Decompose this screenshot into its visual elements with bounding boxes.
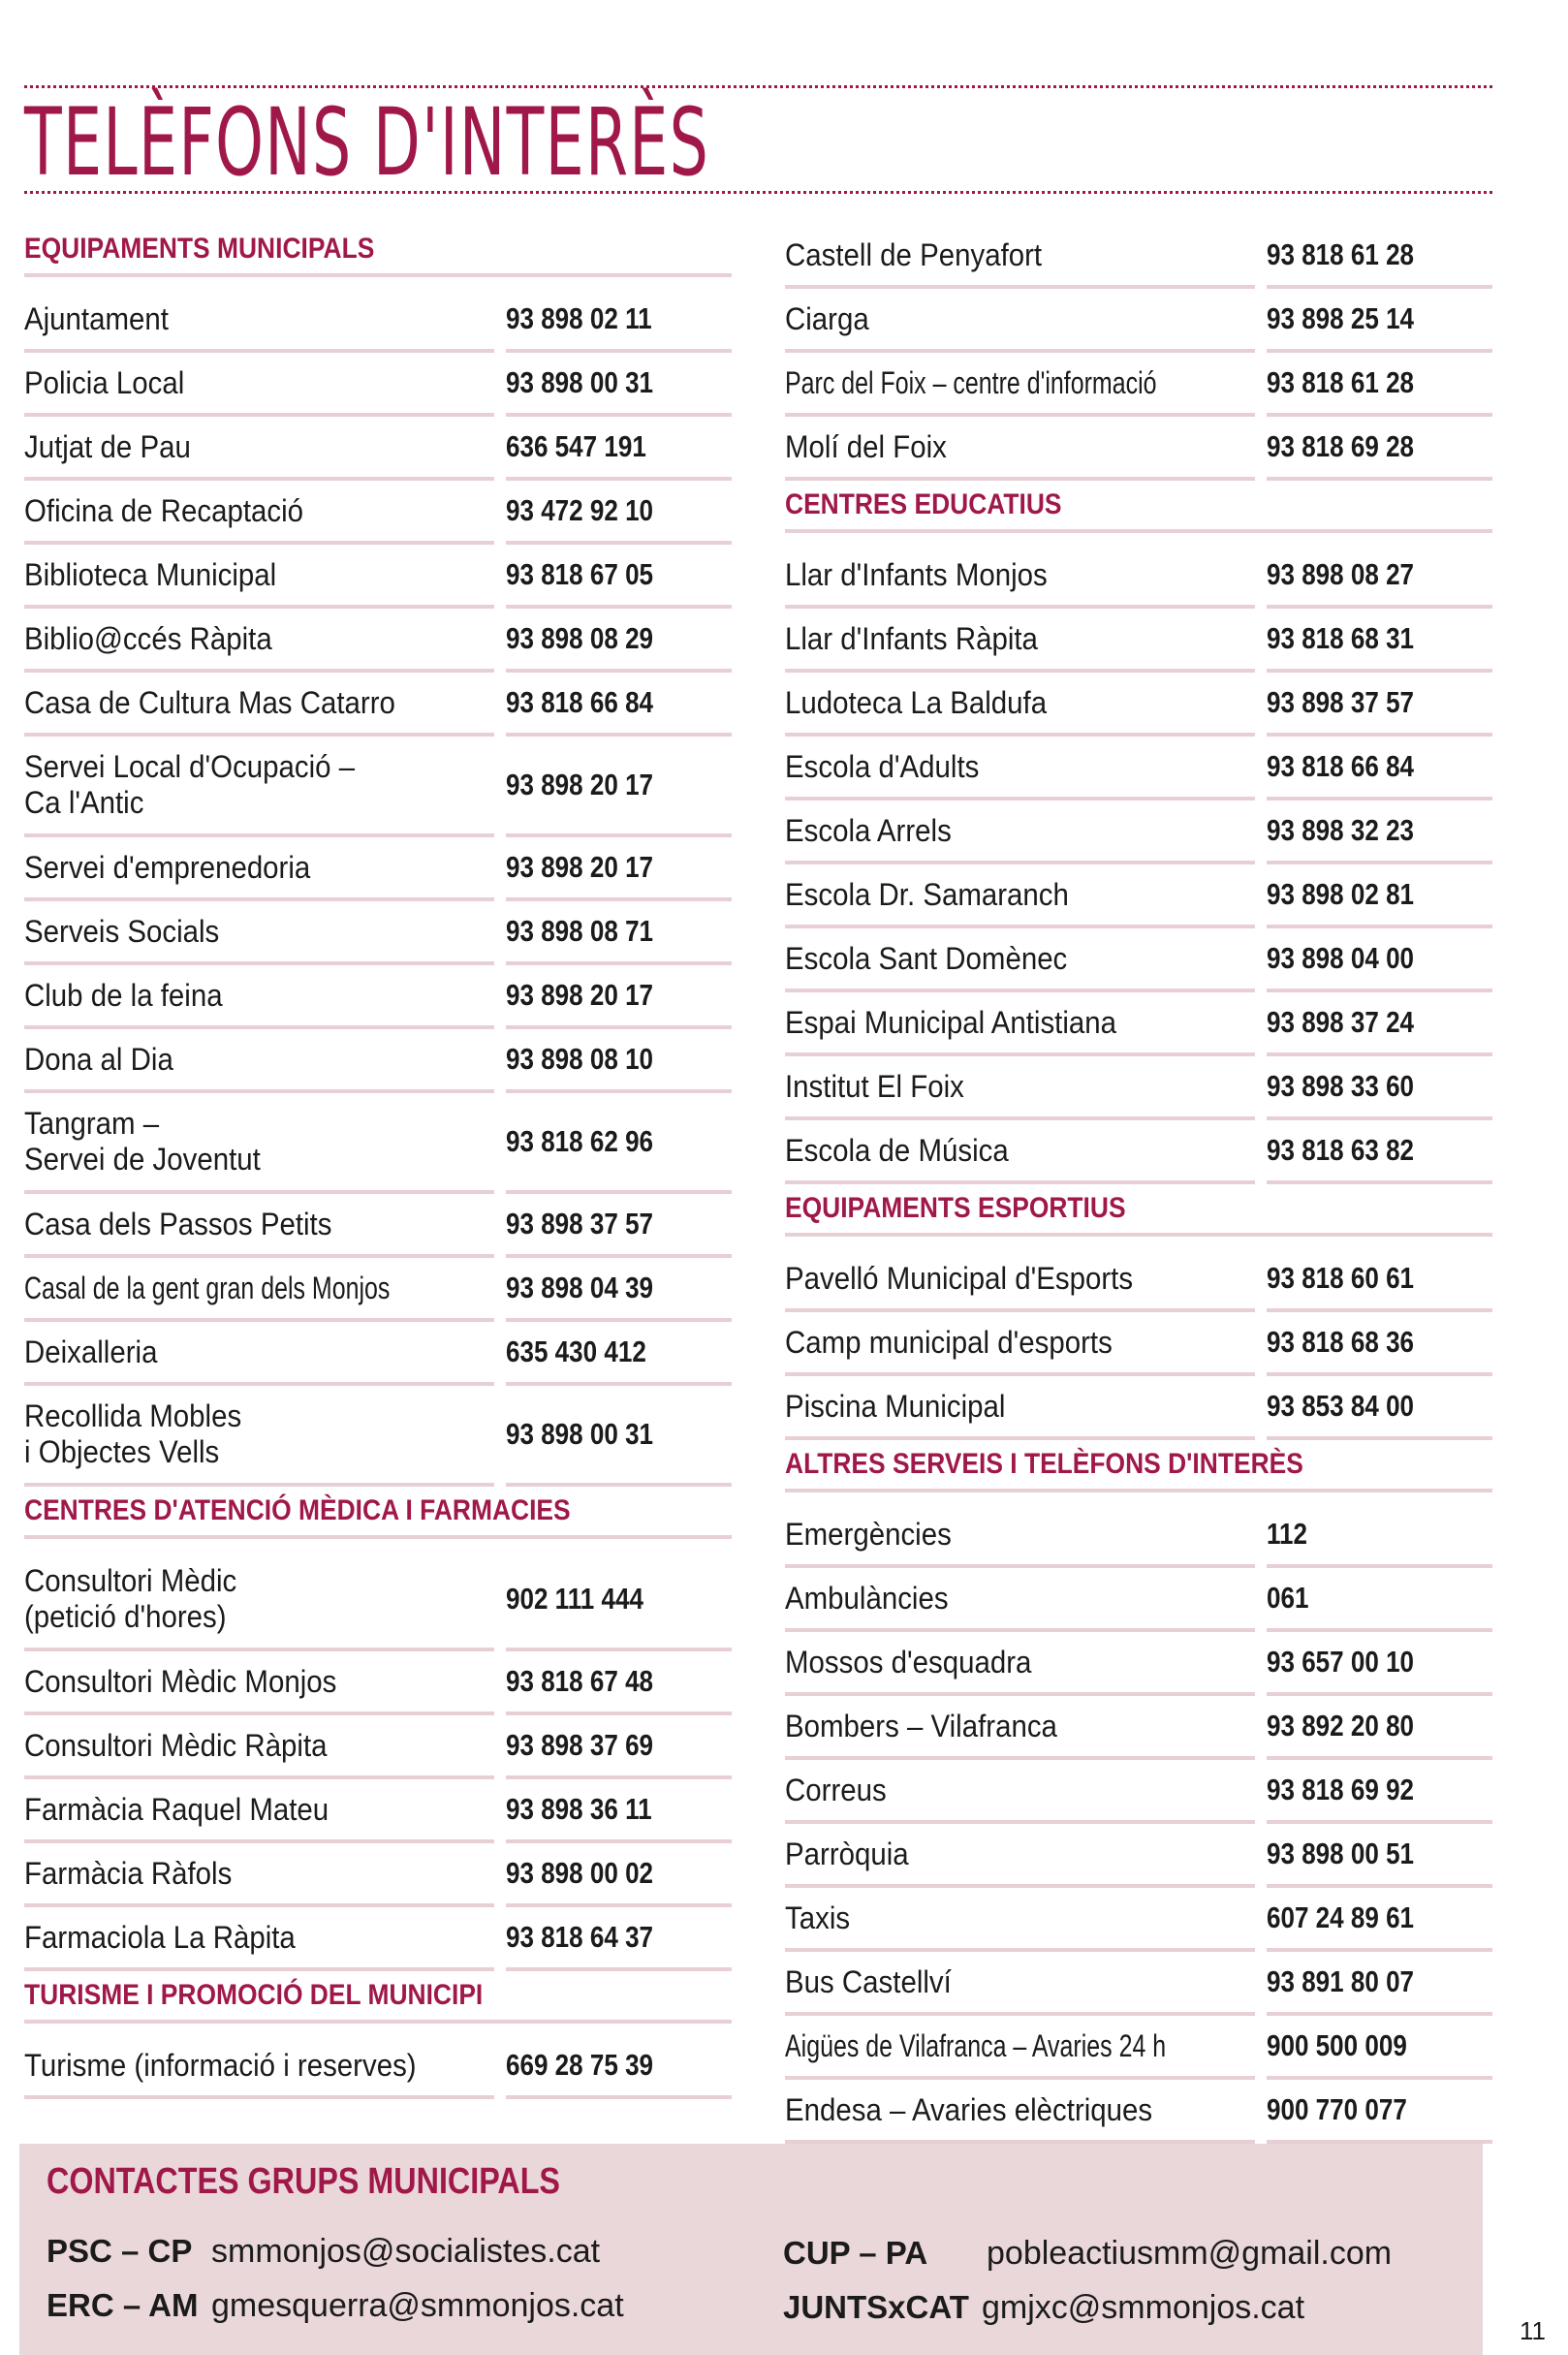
entry-name-cell [24, 545, 494, 609]
directory-row [785, 864, 1492, 928]
entry-name-cell [785, 1824, 1255, 1888]
contact-email[interactable]: gmesquerra@smmonjos.cat [211, 2287, 624, 2324]
directory-row [785, 1568, 1492, 1632]
entry-name: Biblio@ccés Ràpita [24, 620, 272, 656]
entry-name-cell [785, 289, 1255, 353]
entry-name-cell [24, 1651, 494, 1715]
entry-phone-cell [506, 965, 732, 1029]
entry-phone-cell [1267, 864, 1492, 928]
contact-party: PSC – CP [47, 2233, 193, 2269]
entry-name-cell [24, 481, 494, 545]
entry-phone[interactable]: 93 818 67 48 [506, 1664, 654, 1698]
entry-name: Piscina Municipal [785, 1388, 1006, 1424]
directory-row [24, 901, 732, 965]
directory-row [785, 417, 1492, 481]
entry-name: Consultori Mèdic (petició d'hores) [24, 1563, 237, 1634]
entry-phone[interactable]: 93 818 69 92 [1267, 1773, 1415, 1806]
entry-phone[interactable]: 93 898 04 00 [1267, 941, 1415, 975]
entry-name-cell [785, 1888, 1255, 1952]
entry-phone-cell [506, 289, 732, 353]
entry-phone[interactable]: 93 898 02 11 [506, 301, 652, 335]
entry-phone-cell [1267, 673, 1492, 737]
entry-name-cell [785, 225, 1255, 289]
entry-phone-cell [506, 1093, 732, 1194]
entry-phone-cell [1267, 2080, 1492, 2144]
entry-name: Llar d'Infants Ràpita [785, 620, 1038, 656]
entry-name-cell [24, 737, 494, 837]
entry-name: Correus [785, 1772, 887, 1807]
contacts-box [19, 2144, 1483, 2355]
directory-row [785, 801, 1492, 864]
directory-row [24, 545, 732, 609]
entry-phone[interactable]: 93 898 20 17 [506, 850, 654, 884]
entry-name-cell [785, 545, 1255, 609]
entry-name: Servei d'emprenedoria [24, 849, 311, 885]
entry-name-cell [24, 1907, 494, 1971]
left-column [24, 225, 732, 2099]
entry-phone[interactable]: 93 892 20 80 [1267, 1709, 1415, 1743]
entry-name-cell [785, 1504, 1255, 1568]
entry-name-cell [24, 837, 494, 901]
entry-name-cell [785, 1248, 1255, 1312]
directory-row [24, 609, 732, 673]
entry-name: Parròquia [785, 1836, 909, 1871]
entry-phone[interactable]: 93 898 00 02 [506, 1856, 654, 1890]
entry-phone[interactable]: 93 898 37 57 [506, 1207, 654, 1240]
directory-row [24, 965, 732, 1029]
entry-phone-cell [506, 1551, 732, 1651]
entry-phone-cell [506, 2035, 732, 2099]
entry-phone-cell [1267, 2016, 1492, 2080]
entry-phone-cell [506, 1322, 732, 1386]
entry-phone-cell [1267, 1824, 1492, 1888]
entry-phone-cell [1267, 1568, 1492, 1632]
entry-name: Consultori Mèdic Ràpita [24, 1727, 328, 1763]
entry-phone-cell [1267, 992, 1492, 1056]
directory-row [24, 737, 732, 837]
entry-phone[interactable]: 93 818 68 36 [1267, 1325, 1415, 1359]
entry-name: Club de la feina [24, 977, 223, 1013]
entry-phone[interactable]: 93 898 08 27 [1267, 557, 1415, 591]
section-heading [24, 1487, 732, 1539]
entry-phone[interactable]: 93 898 08 29 [506, 621, 654, 655]
contact-party: CUP – PA [783, 2235, 928, 2271]
entry-name-cell [24, 1093, 494, 1194]
entry-name: Servei Local d'Ocupació – Ca l'Antic [24, 749, 356, 820]
entry-name-cell [785, 2016, 1255, 2080]
entry-phone[interactable]: 93 818 61 28 [1267, 237, 1415, 271]
entry-phone-cell [506, 1194, 732, 1258]
entry-phone-cell [1267, 1376, 1492, 1440]
directory-row [785, 1952, 1492, 2016]
directory-row [785, 1248, 1492, 1312]
entry-name-cell [24, 609, 494, 673]
directory-row [24, 1715, 732, 1779]
entry-name-cell [24, 1258, 494, 1322]
entry-name: Institut El Foix [785, 1068, 964, 1104]
directory-row [24, 1093, 732, 1194]
entry-name: Casa de Cultura Mas Catarro [24, 684, 395, 720]
entry-name-cell [785, 1760, 1255, 1824]
entry-phone[interactable]: 635 430 412 [506, 1334, 646, 1368]
entry-name: Farmaciola La Ràpita [24, 1919, 296, 1955]
directory-row [785, 1760, 1492, 1824]
entry-phone[interactable]: 93 898 00 31 [506, 1417, 654, 1451]
entry-phone[interactable]: 93 898 00 51 [1267, 1837, 1415, 1870]
contact-party: JUNTSxCAT [783, 2289, 969, 2325]
directory-row [24, 289, 732, 353]
entry-phone-cell [1267, 289, 1492, 353]
section-heading-text: CENTRES EDUCATIUS [785, 488, 1062, 520]
entry-name: Camp municipal d'esports [785, 1324, 1113, 1360]
entry-name: Bus Castellví [785, 1963, 952, 1999]
entry-name-cell [785, 353, 1255, 417]
entry-name: Emergències [785, 1516, 952, 1552]
directory-row [785, 353, 1492, 417]
page-title: TELÈFONS D'INTERÈS [24, 88, 710, 197]
directory-row [24, 353, 732, 417]
directory-row [785, 1120, 1492, 1184]
entry-phone-cell [1267, 928, 1492, 992]
directory-row [24, 1386, 732, 1487]
entry-name-cell [24, 1779, 494, 1843]
entry-name: Casal de la gent gran dels Monjos [24, 1270, 391, 1305]
entry-name-cell [24, 1194, 494, 1258]
entry-name: Biblioteca Municipal [24, 556, 277, 592]
directory-row [785, 609, 1492, 673]
entry-phone-cell [506, 673, 732, 737]
entry-phone-cell [506, 353, 732, 417]
directory-row [24, 1322, 732, 1386]
entry-name-cell [24, 353, 494, 417]
entry-phone[interactable]: 93 818 60 61 [1267, 1261, 1415, 1295]
entry-phone[interactable]: 93 898 20 17 [506, 978, 654, 1012]
entry-phone-cell [1267, 417, 1492, 481]
entry-name-cell [785, 1952, 1255, 2016]
section-heading-text: ALTRES SERVEIS I TELÈFONS D'INTERÈS [785, 1448, 1303, 1480]
entry-phone-cell [1267, 1760, 1492, 1824]
entry-phone-cell [506, 1651, 732, 1715]
entry-phone[interactable]: 93 898 33 60 [1267, 1069, 1415, 1103]
entry-name: Escola Dr. Samaranch [785, 876, 1069, 912]
contact-party: ERC – AM [47, 2287, 199, 2323]
entry-phone-cell [1267, 545, 1492, 609]
entry-name: Ajuntament [24, 300, 169, 336]
entry-phone[interactable]: 93 898 02 81 [1267, 877, 1415, 911]
entry-phone[interactable]: 061 [1267, 1581, 1309, 1615]
entry-phone-cell [506, 1029, 732, 1093]
entry-phone-cell [1267, 1248, 1492, 1312]
entry-name: Molí del Foix [785, 428, 947, 464]
entry-phone-cell [506, 1386, 732, 1487]
entry-phone[interactable]: 93 818 62 96 [506, 1124, 654, 1158]
directory-row [24, 1029, 732, 1093]
entry-name-cell [24, 1029, 494, 1093]
entry-name: Parc del Foix – centre d'informació [785, 364, 1157, 400]
entry-name-cell [785, 1120, 1255, 1184]
entry-name: Escola Arrels [785, 812, 952, 848]
entry-phone-cell [1267, 1952, 1492, 2016]
entry-phone-cell [1267, 801, 1492, 864]
entry-phone[interactable]: 93 818 69 28 [1267, 429, 1415, 463]
entry-phone[interactable]: 93 898 04 39 [506, 1271, 654, 1304]
entry-name-cell [785, 2080, 1255, 2144]
contact-juntsxcat [783, 2289, 1304, 2327]
entry-name: Turisme (informació i reserves) [24, 2047, 417, 2083]
entry-name-cell [785, 737, 1255, 801]
entry-phone-cell [506, 1258, 732, 1322]
entry-name: Recollida Mobles i Objectes Vells [24, 1398, 242, 1469]
entry-name: Llar d'Infants Monjos [785, 556, 1048, 592]
entry-phone[interactable]: 93 898 08 71 [506, 914, 654, 948]
entry-name-cell [24, 1551, 494, 1651]
entry-name: Farmàcia Raquel Mateu [24, 1791, 329, 1827]
entry-phone-cell [1267, 1696, 1492, 1760]
entry-name-cell [24, 673, 494, 737]
entry-phone-cell [506, 901, 732, 965]
entry-name: Escola de Música [785, 1132, 1009, 1168]
entry-name-cell [785, 1696, 1255, 1760]
directory-row [785, 1696, 1492, 1760]
entry-phone-cell [1267, 1312, 1492, 1376]
entry-name-cell [24, 289, 494, 353]
contact-psc [47, 2233, 600, 2271]
entry-phone[interactable]: 93 818 66 84 [1267, 749, 1415, 783]
entry-phone[interactable]: 669 28 75 39 [506, 2048, 654, 2082]
entry-name: Deixalleria [24, 1334, 158, 1369]
entry-name-cell [785, 1632, 1255, 1696]
entry-phone[interactable]: 900 770 077 [1267, 2092, 1407, 2126]
entry-name-cell [785, 1056, 1255, 1120]
entry-name-cell [785, 864, 1255, 928]
directory-row [785, 737, 1492, 801]
entry-phone-cell [506, 1843, 732, 1907]
directory-row [785, 1504, 1492, 1568]
entry-name: Tangram – Servei de Joventut [24, 1106, 261, 1177]
entry-phone-cell [506, 1715, 732, 1779]
section-heading [24, 1971, 732, 2024]
entry-name-cell [24, 1843, 494, 1907]
entry-phone-cell [1267, 225, 1492, 289]
entry-phone[interactable]: 902 111 444 [506, 1582, 643, 1616]
entry-phone[interactable]: 93 818 61 28 [1267, 365, 1415, 399]
entry-phone[interactable]: 607 24 89 61 [1267, 1900, 1415, 1934]
entry-name: Escola d'Adults [785, 748, 980, 784]
entry-phone-cell [506, 1779, 732, 1843]
section-heading-text: EQUIPAMENTS MUNICIPALS [24, 233, 375, 265]
entry-name: Jutjat de Pau [24, 428, 191, 464]
directory-row [24, 417, 732, 481]
entry-phone-cell [1267, 609, 1492, 673]
contact-cup [783, 2235, 1392, 2273]
entry-phone[interactable]: 93 898 20 17 [506, 768, 654, 801]
entry-name-cell [24, 417, 494, 481]
directory-row [24, 673, 732, 737]
entry-name: Serveis Socials [24, 913, 220, 949]
entry-phone[interactable]: 112 [1267, 1517, 1308, 1551]
entry-phone[interactable]: 93 898 25 14 [1267, 301, 1415, 335]
entry-name-cell [24, 965, 494, 1029]
entry-name: Endesa – Avaries elèctriques [785, 2091, 1153, 2127]
section-heading-text: EQUIPAMENTS ESPORTIUS [785, 1192, 1126, 1224]
directory-row [24, 1779, 732, 1843]
entry-name: Bombers – Vilafranca [785, 1708, 1057, 1743]
directory-row [785, 289, 1492, 353]
entry-name: Castell de Penyafort [785, 236, 1043, 272]
entry-phone[interactable]: 93 818 64 37 [506, 1920, 654, 1954]
entry-phone[interactable]: 93 898 37 69 [506, 1728, 654, 1762]
entry-name: Ciarga [785, 300, 869, 336]
directory-row [785, 1888, 1492, 1952]
section-heading-text: TURISME I PROMOCIÓ DEL MUNICIPI [24, 1979, 484, 2011]
section-heading [785, 1440, 1492, 1492]
entry-phone[interactable]: 93 898 32 23 [1267, 813, 1415, 847]
contact-email[interactable]: pobleactiusmm@gmail.com [987, 2235, 1393, 2272]
directory-row [24, 837, 732, 901]
entry-name: Casa dels Passos Petits [24, 1206, 332, 1241]
contacts-heading: CONTACTES GRUPS MUNICIPALS [47, 2161, 560, 2202]
entry-name-cell [785, 1312, 1255, 1376]
entry-phone[interactable]: 900 500 009 [1267, 2028, 1407, 2062]
section-heading-text: CENTRES D'ATENCIÓ MÈDICA I FARMACIES [24, 1494, 571, 1526]
entry-name-cell [785, 673, 1255, 737]
section-heading [24, 225, 732, 277]
directory-row [24, 2035, 732, 2099]
entry-name-cell [785, 1376, 1255, 1440]
entry-phone-cell [1267, 1888, 1492, 1952]
contact-email[interactable]: smmonjos@socialistes.cat [211, 2233, 601, 2270]
entry-phone[interactable]: 93 657 00 10 [1267, 1645, 1415, 1679]
directory-row [24, 1258, 732, 1322]
entry-phone-cell [506, 737, 732, 837]
entry-phone-cell [506, 481, 732, 545]
entry-name: Farmàcia Ràfols [24, 1855, 233, 1891]
entry-phone-cell [1267, 737, 1492, 801]
entry-phone-cell [1267, 1056, 1492, 1120]
page-number: 11 [1520, 2316, 1546, 2345]
contact-email[interactable]: gmjxc@smmonjos.cat [982, 2289, 1305, 2326]
section-heading [785, 481, 1492, 533]
directory-row [785, 1056, 1492, 1120]
entry-name: Policia Local [24, 364, 185, 400]
entry-phone[interactable]: 93 898 08 10 [506, 1042, 654, 1076]
entry-name: Espai Municipal Antistiana [785, 1004, 1117, 1040]
entry-name: Mossos d'esquadra [785, 1644, 1032, 1680]
entry-name-cell [24, 1715, 494, 1779]
entry-name-cell [24, 1386, 494, 1487]
directory-row [785, 2080, 1492, 2144]
directory-row [24, 1551, 732, 1651]
entry-name-cell [785, 992, 1255, 1056]
entry-phone[interactable]: 636 547 191 [506, 429, 646, 463]
entry-name: Taxis [785, 1900, 851, 1935]
directory-row [785, 673, 1492, 737]
entry-phone[interactable]: 93 818 66 84 [506, 685, 654, 719]
entry-name-cell [785, 609, 1255, 673]
directory-row [785, 1376, 1492, 1440]
entry-phone[interactable]: 93 472 92 10 [506, 493, 654, 527]
entry-phone-cell [506, 837, 732, 901]
entry-name-cell [785, 1568, 1255, 1632]
entry-name: Escola Sant Domènec [785, 940, 1068, 976]
entry-phone-cell [1267, 1504, 1492, 1568]
entry-phone-cell [1267, 353, 1492, 417]
entry-name-cell [24, 1322, 494, 1386]
entry-name: Ludoteca La Baldufa [785, 684, 1048, 720]
directory-row [785, 928, 1492, 992]
entry-name-cell [785, 801, 1255, 864]
directory-row [785, 992, 1492, 1056]
entry-phone[interactable]: 93 818 68 31 [1267, 621, 1415, 655]
entry-name: Pavelló Municipal d'Esports [785, 1260, 1134, 1296]
entry-phone-cell [506, 1907, 732, 1971]
entry-phone[interactable]: 93 898 37 57 [1267, 685, 1415, 719]
entry-phone[interactable]: 93 898 00 31 [506, 365, 654, 399]
entry-name-cell [785, 928, 1255, 992]
directory-row [24, 1843, 732, 1907]
entry-phone[interactable]: 93 891 80 07 [1267, 1964, 1415, 1998]
directory-row [24, 1194, 732, 1258]
section-heading [785, 1184, 1492, 1237]
directory-row [785, 225, 1492, 289]
entry-phone-cell [1267, 1632, 1492, 1696]
entry-name: Oficina de Recaptació [24, 492, 304, 528]
entry-phone[interactable]: 93 818 63 82 [1267, 1133, 1415, 1167]
entry-name-cell [24, 2035, 494, 2099]
directory-row [785, 1824, 1492, 1888]
directory-row [24, 481, 732, 545]
entry-phone[interactable]: 93 853 84 00 [1267, 1389, 1415, 1423]
title-dotted-rule [24, 191, 1492, 194]
entry-phone-cell [1267, 1120, 1492, 1184]
contact-erc [47, 2287, 624, 2325]
entry-name-cell [24, 901, 494, 965]
entry-phone-cell [506, 609, 732, 673]
entry-phone-cell [506, 545, 732, 609]
entry-phone[interactable]: 93 898 37 24 [1267, 1005, 1415, 1039]
entry-phone-cell [506, 417, 732, 481]
entry-name: Ambulàncies [785, 1580, 949, 1616]
entry-name: Consultori Mèdic Monjos [24, 1663, 337, 1699]
directory-row [785, 1632, 1492, 1696]
directory-row [785, 2016, 1492, 2080]
entry-name-cell [785, 417, 1255, 481]
entry-phone[interactable]: 93 818 67 05 [506, 557, 654, 591]
directory-row [24, 1651, 732, 1715]
entry-name: Dona al Dia [24, 1041, 173, 1077]
directory-row [785, 545, 1492, 609]
right-column [785, 225, 1492, 2144]
directory-row [24, 1907, 732, 1971]
entry-phone[interactable]: 93 898 36 11 [506, 1792, 652, 1826]
entry-name: Aigües de Vilafranca – Avaries 24 h [785, 2027, 1167, 2063]
directory-row [785, 1312, 1492, 1376]
